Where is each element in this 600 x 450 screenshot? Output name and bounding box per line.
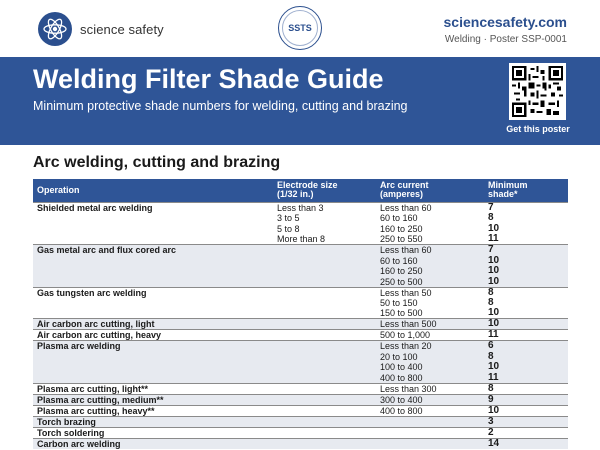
cell-arc-current: 50 to 150 [380, 298, 418, 309]
table-body [33, 202, 568, 449]
cell-arc-current: 60 to 160 [376, 255, 484, 266]
title-banner [0, 57, 600, 145]
table-row [33, 308, 568, 319]
cell-operation: Air carbon arc cutting, heavy [33, 330, 273, 341]
cell-electrode-size: More than 8 [277, 234, 326, 245]
cell-arc-current: Less than 60 [376, 245, 484, 256]
cell-operation [33, 266, 273, 277]
cell-minimum-shade: 11 [484, 373, 568, 384]
cell-arc-current: 160 to 250 [380, 223, 423, 234]
shade-table [33, 179, 568, 449]
cell-electrode-size [273, 287, 376, 298]
cell-electrode-size [273, 352, 376, 363]
cell-operation: Plasma arc welding [33, 341, 273, 352]
cell-arc-current [376, 438, 484, 449]
table-row [33, 394, 568, 405]
table-row [33, 266, 568, 277]
cell-electrode-size [273, 245, 376, 256]
cell-minimum-shade: 11 [484, 330, 568, 341]
cell-minimum-shade: 9 [484, 394, 568, 405]
cell-operation: Plasma arc cutting, light** [33, 383, 273, 394]
section-title: Arc welding, cutting and brazing [33, 154, 281, 171]
cell-minimum-shade: 6 [484, 341, 568, 352]
cell-operation: Carbon arc welding [33, 438, 273, 449]
cell-arc-current: Less than 20 [376, 341, 484, 352]
cell-electrode-size [273, 416, 376, 427]
cell-minimum-shade: 10 [484, 319, 568, 330]
cell-arc-current: Less than 500 [376, 319, 484, 330]
cell-operation [33, 234, 273, 245]
brand-name: science safety [80, 21, 164, 37]
site-url-link[interactable]: sciencesafety.com [443, 14, 567, 30]
table-row [33, 330, 568, 341]
cell-minimum-shade: 10 [488, 307, 500, 319]
table-row [33, 245, 568, 256]
cell-minimum-shade: 3 [484, 416, 568, 427]
cell-operation: Air carbon arc cutting, light [33, 319, 273, 330]
cell-minimum-shade: 7 [484, 202, 568, 213]
table-row [33, 373, 568, 384]
cell-minimum-shade: 10 [484, 266, 568, 277]
header-minimum-shade: Minimum shade* [484, 179, 568, 202]
site-info [444, 14, 567, 45]
top-bar [0, 0, 600, 57]
cell-operation: Plasma arc cutting, medium** [33, 394, 273, 405]
cell-operation [33, 352, 273, 363]
cell-operation [33, 308, 273, 319]
cell-arc-current: 250 to 550 [380, 234, 423, 245]
cell-electrode-size [273, 438, 376, 449]
table-row [33, 319, 568, 330]
table-header-row [33, 179, 568, 202]
cell-operation: Gas metal arc and flux cored arc [33, 245, 273, 256]
table-row [33, 427, 568, 438]
cell-minimum-shade: 10 [488, 222, 500, 234]
cell-operation [33, 213, 273, 224]
cell-minimum-shade: 7 [484, 245, 568, 256]
seal-logo [278, 6, 322, 50]
table-row [33, 383, 568, 394]
cell-arc-current: 150 to 500 [380, 308, 423, 319]
header-arc-current: Arc current (amperes) [376, 179, 484, 202]
cell-operation [33, 255, 273, 266]
table-row [33, 213, 568, 224]
cell-arc-current [376, 427, 484, 438]
qr-label[interactable]: Get this poster [506, 124, 570, 134]
cell-electrode-size [273, 277, 376, 288]
cell-operation [33, 298, 273, 309]
cell-electrode-size [273, 362, 376, 373]
cell-operation [33, 362, 273, 373]
seal-text: SSTS [288, 23, 312, 33]
cell-arc-current: 400 to 800 [376, 405, 484, 416]
cell-electrode-size [273, 394, 376, 405]
cell-operation: Shielded metal arc welding [33, 202, 273, 213]
cell-arc-current: 100 to 400 [376, 362, 484, 373]
table-row [33, 438, 568, 449]
atom-icon [38, 12, 72, 46]
qr-code-icon[interactable] [509, 63, 566, 120]
cell-minimum-shade: 11 [488, 233, 499, 245]
cell-arc-current: 250 to 500 [376, 277, 484, 288]
cell-electrode-size [273, 319, 376, 330]
cell-minimum-shade: 2 [484, 427, 568, 438]
header-operation: Operation [33, 179, 273, 202]
cell-electrode-size [273, 405, 376, 416]
site-subtitle: Welding · Poster SSP-0001 [444, 34, 567, 45]
cell-electrode-size [273, 255, 376, 266]
cell-arc-current: 20 to 100 [376, 352, 484, 363]
cell-operation [33, 277, 273, 288]
page-subtitle: Minimum protective shade numbers for welding, cutting and brazing [33, 99, 408, 113]
cell-minimum-shade: 8 [488, 297, 494, 309]
cell-operation: Plasma arc cutting, heavy** [33, 405, 273, 416]
cell-minimum-shade: 10 [484, 405, 568, 416]
cell-electrode-size [273, 427, 376, 438]
cell-electrode-size [273, 308, 376, 319]
cell-electrode-size [273, 298, 376, 309]
cell-arc-current: 300 to 400 [376, 394, 484, 405]
header-electrode-size: Electrode size (1/32 in.) [273, 179, 376, 202]
cell-electrode-size [273, 383, 376, 394]
table-row [33, 234, 568, 245]
cell-arc-current [376, 416, 484, 427]
cell-operation: Gas tungsten arc welding [33, 287, 273, 298]
cell-operation [33, 224, 273, 235]
cell-minimum-shade: 8 [484, 287, 568, 298]
cell-minimum-shade: 8 [484, 352, 568, 363]
cell-arc-current: Less than 60 [376, 202, 484, 213]
cell-operation: Torch soldering [33, 427, 273, 438]
cell-arc-current: Less than 300 [376, 383, 484, 394]
brand-logo[interactable] [38, 12, 164, 46]
cell-minimum-shade: 10 [484, 362, 568, 373]
table-row [33, 416, 568, 427]
cell-electrode-size [273, 341, 376, 352]
cell-arc-current: 60 to 160 [380, 213, 418, 224]
cell-minimum-shade: 10 [484, 277, 568, 288]
cell-electrode-size [273, 330, 376, 341]
cell-electrode-size: 3 to 5 [277, 213, 300, 224]
cell-electrode-size [273, 373, 376, 384]
cell-minimum-shade: 8 [488, 212, 494, 224]
cell-arc-current: 400 to 800 [376, 373, 484, 384]
cell-electrode-size: Less than 3 [273, 202, 376, 213]
table-row [33, 405, 568, 416]
cell-minimum-shade: 14 [484, 438, 568, 449]
cell-arc-current: Less than 50 [376, 287, 484, 298]
table-row [33, 277, 568, 288]
cell-minimum-shade: 10 [484, 255, 568, 266]
cell-operation: Torch brazing [33, 416, 273, 427]
page-title: Welding Filter Shade Guide [33, 64, 384, 94]
cell-minimum-shade: 8 [484, 383, 568, 394]
cell-arc-current: 500 to 1,000 [376, 330, 484, 341]
cell-operation [33, 373, 273, 384]
cell-electrode-size [273, 266, 376, 277]
table-row [33, 341, 568, 352]
cell-electrode-size: 5 to 8 [277, 223, 300, 234]
cell-arc-current: 160 to 250 [376, 266, 484, 277]
